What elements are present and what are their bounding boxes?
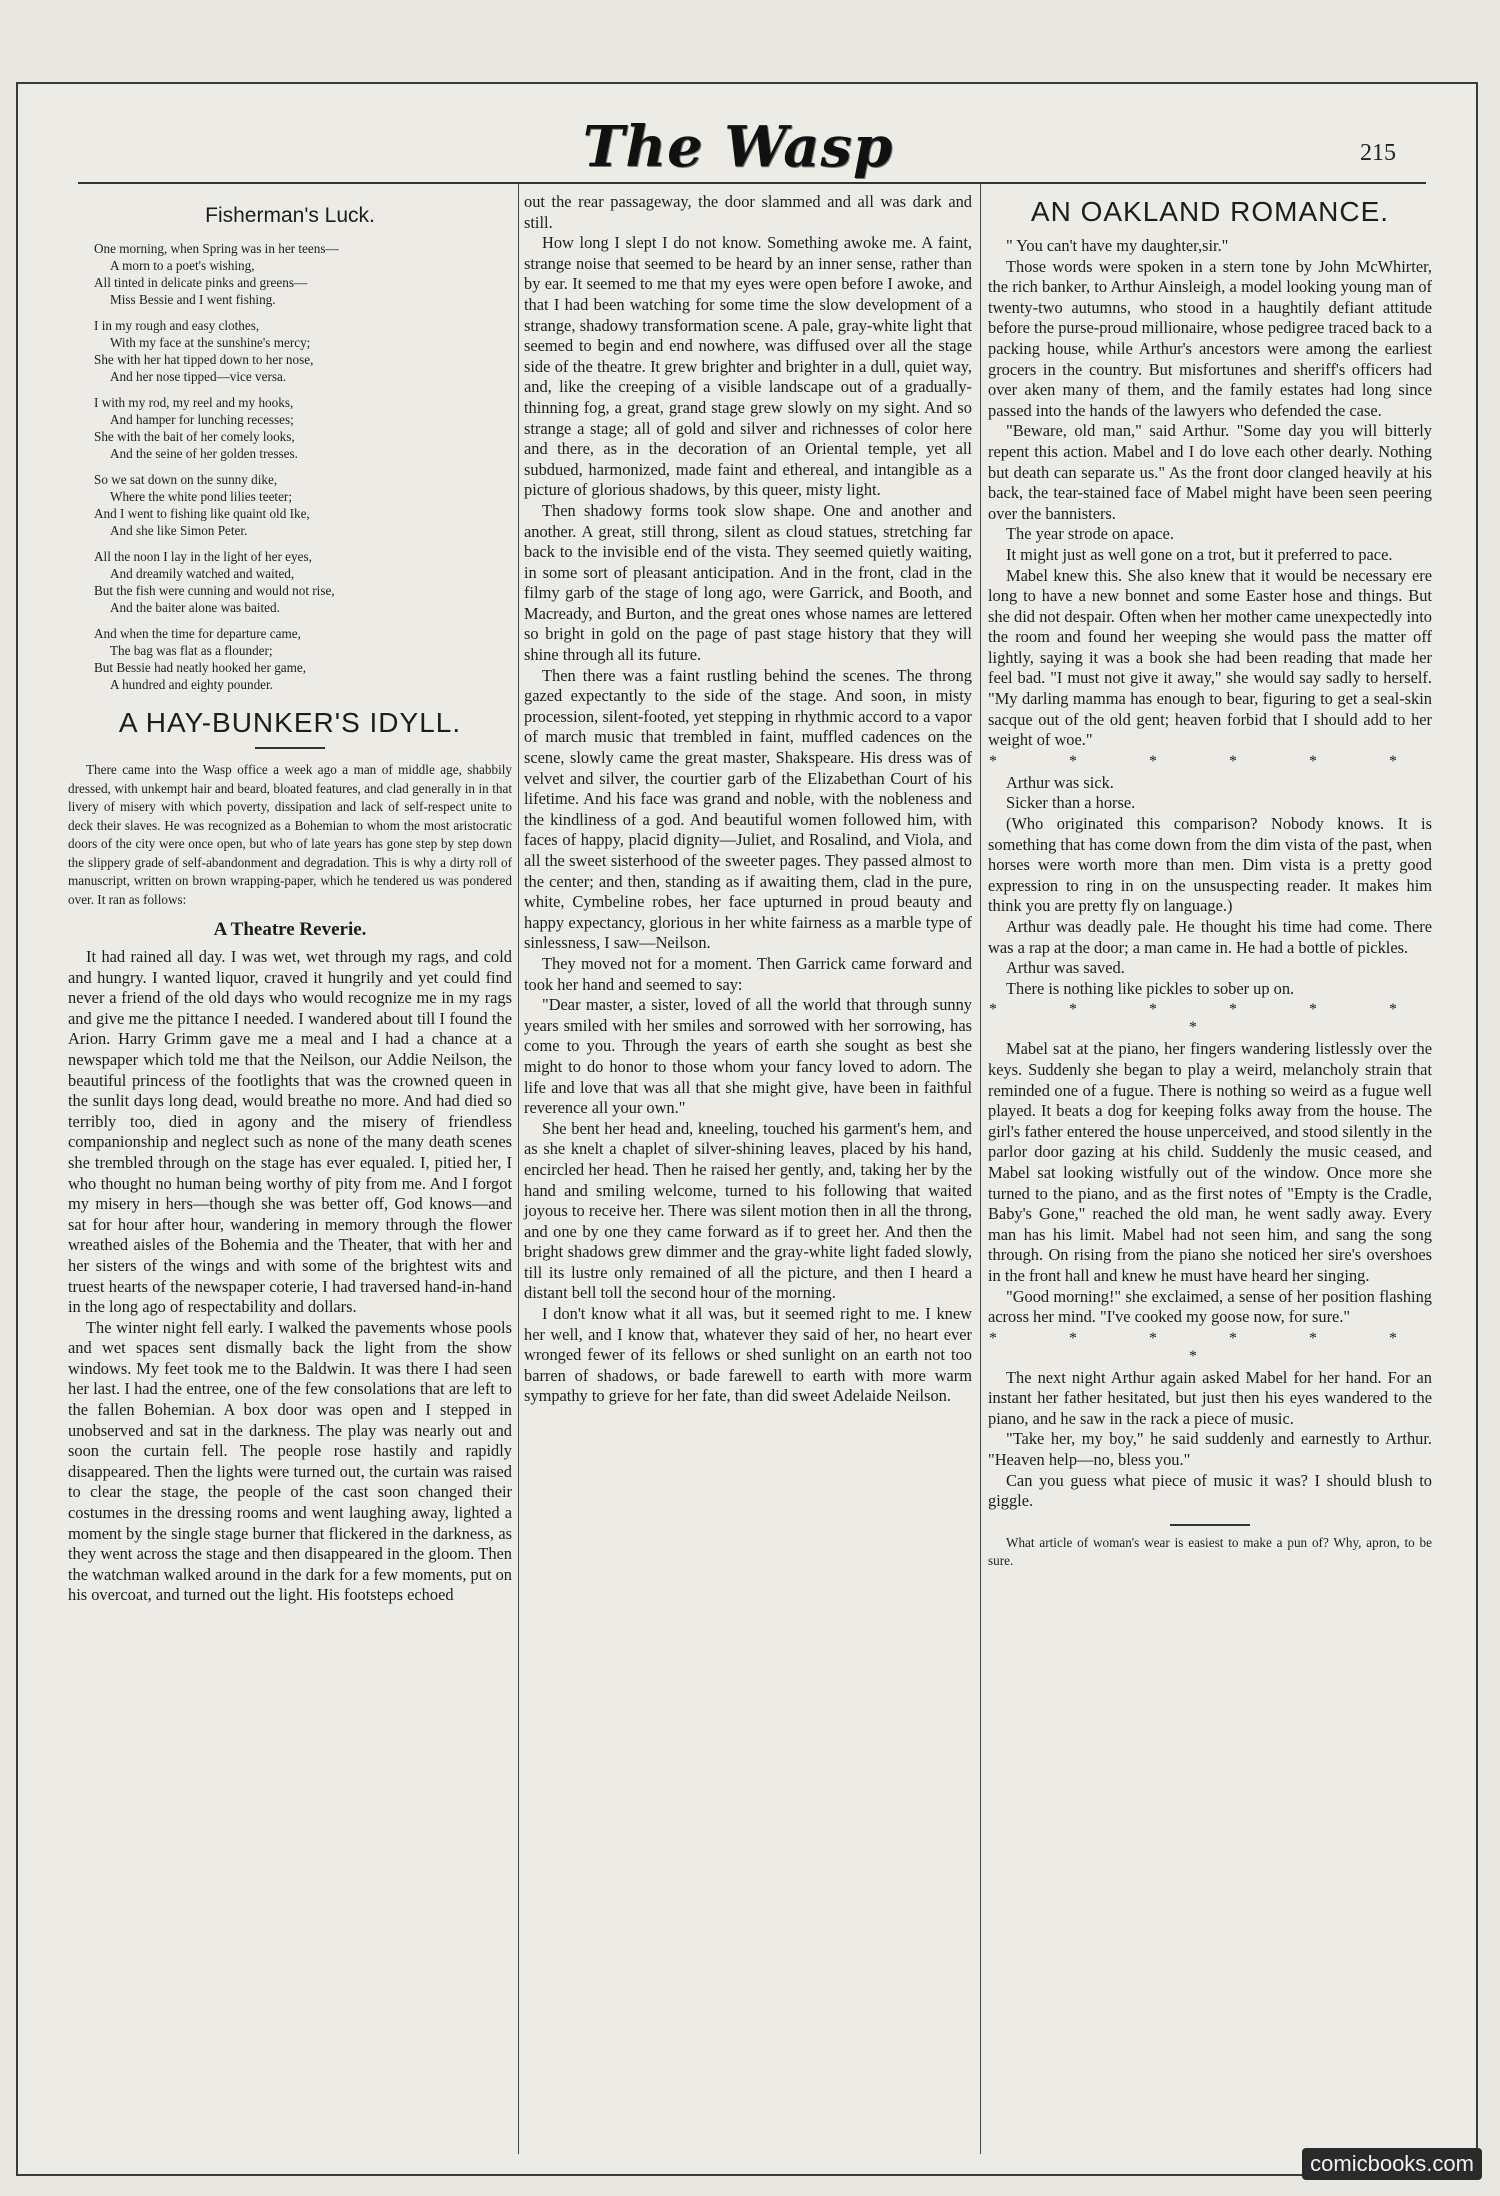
- body-paragraph: Sicker than a horse.: [1006, 793, 1136, 813]
- column-rule: [980, 184, 981, 2154]
- body-paragraph: She bent her head and, kneeling, touched his garment's hem, and as she knelt a chaplet of silver-shining leaves, placed by his hand, encircled her head. Then he raised her gently, and, taking her by the hand and smiling welcome, turned to his following that waited joyous to receive her. There was silent motion then in all the throng, and one by one they came forward as if to greet her. And then the bright shadows grew dimmer and the gray-white light faded slowly, till its lustre only remained of all the picture, and then I heard a distant bell toll the second hour of the morning.: [524, 1118, 972, 1303]
- poem-line: And dreamily watched and waited,: [110, 566, 295, 581]
- column-3: [984, 186, 1436, 2160]
- body-paragraph: "Beware, old man," said Arthur. "Some day you will bitterly repent this action. Mabel and I do love each other dearly. Nothing but death can separate us." As the front door clanged heavily at his back, the tear-stained face of Mabel might have been seen peering over the bannisters.: [988, 421, 1432, 523]
- body-paragraph: It had rained all day. I was wet, wet through my rags, and cold and hungry. I wanted liquor, craved it hungrily and yet could find never a friend of the old days who would recognize me in my rags and give me the pittance I needed. I wandered about till I found the Arion. Harry Grimm gave me a meal and I had a chance at a newspaper which told me that the Neilson, our Addie Neilson, the beautiful princess of the footlights that was the crowned queen in the sunlit days long dead, would breathe no more. And had died so terribly too, died in agony and the misery of friendless companionship and neglect such as none of the many death scenes she trembled through on the stage has ever equaled. I, pitied her, I who thought no human being worthy of pity from me. And I forgot my misery in hers—though she was better off, God knows—and sat for hour after hour, wandering in memory through the flower wreathed aisles of the Bohemia and the Theater, that with her and her sisters of the wings and with some of the brightest wits and truest hearts of the newspaper coterie, I had traversed hand-in-hand in the long ago of respectability and dollars.: [68, 947, 512, 1317]
- poem-line: The bag was flat as a flounder;: [110, 643, 273, 658]
- body-paragraph: "Dear master, a sister, loved of all the world that through sunny years smiled with her smiles and sorrowed with her sorrowing, has come to you. Through the years of earth she sought as best she might to do honor to those whom your fancy loved to adorn. The life and love that was all that she might give, have been in faithful reverence all your own.": [524, 995, 972, 1118]
- body-paragraph: They moved not for a moment. Then Garrick came forward and took her hand and seemed to say:: [524, 953, 972, 994]
- poem-line: A morn to a poet's wishing,: [110, 258, 255, 273]
- body-paragraph: out the rear passageway, the door slammed and all was dark and still.: [524, 192, 972, 232]
- poem-line: And she like Simon Peter.: [110, 523, 248, 538]
- poem-line: And the baiter alone was baited.: [110, 600, 280, 615]
- body-paragraph: Then shadowy forms took slow shape. One and another and another. A great, still throng, silent as cloud statues, stretching far back to the invisible end of the vista. They seemed quietly waiting, in some sort of pleasant anticipation. And in the front, clad in the filmy garb of the stage of long ago, were Garrick, and Booth, and Macready, and Burton, and the great ones whose names are lettered so bright in gold on the page of past stage history that they will shine through all its future.: [524, 500, 972, 665]
- poem-line: A hundred and eighty pounder.: [110, 677, 273, 692]
- poem-line: I in my rough and easy clothes,: [94, 318, 260, 333]
- intro-paragraph: There came into the Wasp office a week ago a man of middle age, shabbily dressed, with unkempt hair and beard, bloated features, and clad generally in in that livery of misery with which poverty, dissipation and lack of self-respect unite to deck their slaves. He was recognized as a Bohemian to whom the most aristocratic doors of the city were once open, but who of late years has gone step by step down the slippery grade of self-abandonment and degradation. This is why a dirty roll of manuscript, written on brown wrapping-paper, which he tendered us was pondered over. It ran as follows:: [68, 762, 512, 907]
- poem-line: And her nose tipped—vice versa.: [110, 369, 287, 384]
- masthead: [578, 112, 898, 182]
- subheadline: A Theatre Reverie.: [213, 919, 367, 940]
- poem-line: I with my rod, my reel and my hooks,: [94, 395, 294, 410]
- poem-line: With my face at the sunshine's mercy;: [110, 335, 311, 350]
- body-paragraph: Can you guess what piece of music it was? I should blush to giggle.: [988, 1470, 1432, 1511]
- body-paragraph: Those words were spoken in a stern tone by John McWhirter, the rich banker, to Arthur Ainsleigh, a model looking young man of twenty-two autumns, who stood in a haughtily defiant attitude before the purse-proud millionaire, whose pedigree traced back to a packing house, while Arthur's ancestors were among the earliest grocers in the country. But misfortunes and sheriff's officers had over aken many of them, and the family estates had long since passed into the hands of the lawyers who defended the case.: [988, 256, 1432, 420]
- body-paragraph: The year strode on apace.: [1006, 524, 1174, 544]
- article-headline: A HAY-BUNKER'S IDYLL.: [118, 707, 462, 738]
- body-paragraph: Then there was a faint rustling behind the scenes. The throng gazed expectantly to the side of the stage. And soon, in misty procession, silent-footed, yet stepping in rhythmic accord to a vapor of march music that trembled in faint, muffled cadences on the scene, slowly came the great master, Shakspeare. His dress was of velvet and silver, the courtier garb of the Elizabethan Court of his lifetime. And his face was grand and noble, with the nobleness and the kindliness of a god. And beautiful women followed him, with faces of happy, placid dignity—Juliet, and Rosalind, and Viola, and all the sweet sisterhood of the sweeter pages. They passed almost to the center; and then, standing as if awaiting them, clad in the pure, white, Cymbeline robes, her face upturned in proud beauty and happy expectancy, glorious in her white fairness as a marble type of sinlessness, I saw—Neilson.: [524, 665, 972, 953]
- section-stars: * * * * * * *: [989, 1329, 1431, 1365]
- column-rule: [518, 184, 519, 2154]
- poem-line: She with the bait of her comely looks,: [94, 429, 295, 444]
- column-2: [520, 186, 976, 2160]
- poem-stanza: [94, 240, 516, 308]
- poem-stanza: [94, 317, 516, 385]
- poem-line: One morning, when Spring was in her teens—: [94, 241, 339, 256]
- body-paragraph: Mabel knew this. She also knew that it would be necessary ere long to have a new bonnet and some Easter hose and things. But she did not despair. Often when her mother came unexpectedly into the room and found her weeping she would pass the matter off lightly, saying it was a book she had been reading that made her feel bad. "I must not give it away," she would say sadly to herself. "My darling mamma has enough to bear, figuring to get a seal-skin sacque out of the old gent; heaven forbid that I should add to her weight of woe.": [988, 565, 1432, 750]
- divider: [1170, 1524, 1250, 1526]
- poem-line: And hamper for lunching recesses;: [110, 412, 294, 427]
- poem-stanza: [94, 548, 516, 616]
- divider: [255, 747, 325, 749]
- column-1: [64, 186, 516, 2160]
- poem-title: Fisherman's Luck.: [205, 204, 375, 227]
- body-paragraph: " You can't have my daughter,sir.": [1006, 236, 1229, 255]
- body-paragraph: Arthur was sick.: [1006, 772, 1114, 792]
- poem-line: Miss Bessie and I went fishing.: [110, 292, 276, 307]
- poem-line: She with her hat tipped down to her nose,: [94, 352, 314, 367]
- body-paragraph: The next night Arthur again asked Mabel for her hand. For an instant her father hesitated, but just then his eyes wandered to the piano, and he saw in the rack a piece of music.: [988, 1367, 1432, 1428]
- body-paragraph: (Who originated this comparison? Nobody knows. It is something that has come down from the dim vista of the past, when horses were worth more than men. Dim vista is a pretty good expression to ring in on the unsuspecting reader. It makes him think you are pretty fly on language.): [988, 814, 1432, 916]
- masthead-title: The Wasp: [582, 114, 894, 180]
- poem-line: But Bessie had neatly hooked her game,: [94, 660, 307, 675]
- poem-stanza: [94, 471, 516, 539]
- site-watermark: comicbooks.com: [1302, 2148, 1482, 2180]
- body-paragraph: "Good morning!" she exclaimed, a sense of her position flashing across her mind. "I've cooked my goose now, for sure.": [988, 1286, 1432, 1327]
- body-paragraph: How long I slept I do not know. Something awoke me. A faint, strange noise that seemed to be heard by an inner sense, rather than by ear. It seemed to me that my eyes were open before I awoke, and that I had been watching for some time the slow development of a strange, shadowy transformation scene. A pale, gray-white light that seemed to begin and end nowhere, was diffused over all the stage side of the theatre. It grew brighter and brighter in a dull, quiet way, and, like the creeping of a visible landscape out of a gradually-thinning fog, a great, grand stage grew slowly on my sight. And so strange a stage; all of gold and silver and richnesses of color here and there, as in the decoration of an Oriental temple, yet all subdued, harmonized, made faint and ethereal, and intangible as a picture of glorious shadows, by this queer, misty light.: [524, 233, 972, 500]
- poem-line: But the fish were cunning and would not rise,: [94, 583, 335, 598]
- body-paragraph: It might just as well gone on a trot, but it preferred to pace.: [1006, 544, 1393, 564]
- poem-line: Where the white pond lilies teeter;: [110, 489, 292, 504]
- body-paragraph: I don't know what it all was, but it seemed right to me. I knew her well, and I know that, whatever they said of her, no heart ever wronged fewer of its fellows or shed sunlight on an earth not too barren of shadows, or bade farewell to earth with more warm sympathy to grieve for her fate, than did sweet Adelaide Neilson.: [524, 1304, 972, 1406]
- section-stars: * * * * * * *: [989, 1001, 1431, 1037]
- body-paragraph: Mabel sat at the piano, her fingers wandering listlessly over the keys. Suddenly she began to play a weird, melancholy strain that reminded one of a fugue. There is nothing so weird as a fugue well played. It beats a dog for keeping folks away from the house. The girl's father entered the house unperceived, and stood silently in the parlor door gazing at his child. Suddenly the music ceased, and Mabel sat looking wistfully out of the window. Once more she turned to the piano, and as the first notes of "Empty is the Cradle, Baby's Gone," reached the old man, he went sadly away. Every man has his limit. Mabel had not seen him, and sang the song through. On rising from the piano she noticed her sire's overshoes in the front hall and knew he must have heard her singing.: [988, 1039, 1432, 1285]
- poem-line: And the seine of her golden tresses.: [110, 446, 298, 461]
- header-rule: [78, 182, 1426, 184]
- body-paragraph: The winter night fell early. I walked the pavements whose pools and wet spaces sent dismally back the light from the show windows. My feet took me to the Baldwin. It was there I had seen her last. I had the entree, one of the few consolations that are left to the fallen Bohemian. A box door was open and I stepped in unobserved and sat in the darkness. The play was nearly out and soon the curtain fell. The people rose hastily and rapidly disappeared. Then the lights were turned out, the curtain was raised to clear the stage, the people of the cast soon changed their costumes in the dressing rooms and went laughing away, lighted a moment by the single stage burner that flickered in the darkness, as they went across the stage and then disappeared in the gloom. Then the watchman walked around in the dark for a few moments, put on his overcoat, and turned out the light. His footsteps echoed: [68, 1317, 512, 1605]
- body-paragraph: Arthur was deadly pale. He thought his time had come. There was a rap at the door; a man came in. He had a bottle of pickles.: [988, 917, 1432, 957]
- section-stars: * * * * * *: [989, 752, 1431, 770]
- poem-stanza: [94, 625, 516, 693]
- body-paragraph: "Take her, my boy," he said suddenly and earnestly to Arthur. "Heaven help—no, bless you.": [988, 1429, 1432, 1470]
- poem-line: So we sat down on the sunny dike,: [94, 472, 278, 487]
- poem-line: All tinted in delicate pinks and greens—: [94, 275, 308, 290]
- body-paragraph: Arthur was saved.: [1006, 958, 1125, 978]
- poem-stanza: [94, 394, 516, 462]
- page-number: 215: [1360, 140, 1396, 166]
- joke-paragraph: What article of woman's wear is easiest to make a pun of? Why, apron, to be sure.: [988, 1534, 1432, 1568]
- poem-line: All the noon I lay in the light of her eyes,: [94, 549, 312, 564]
- poem-line: And I went to fishing like quaint old Ike,: [94, 506, 310, 521]
- poem-line: And when the time for departure came,: [94, 626, 301, 641]
- body-paragraph: There is nothing like pickles to sober up on.: [1006, 978, 1295, 998]
- article-headline: AN OAKLAND ROMANCE.: [1030, 196, 1390, 227]
- newspaper-page: [16, 82, 1478, 2176]
